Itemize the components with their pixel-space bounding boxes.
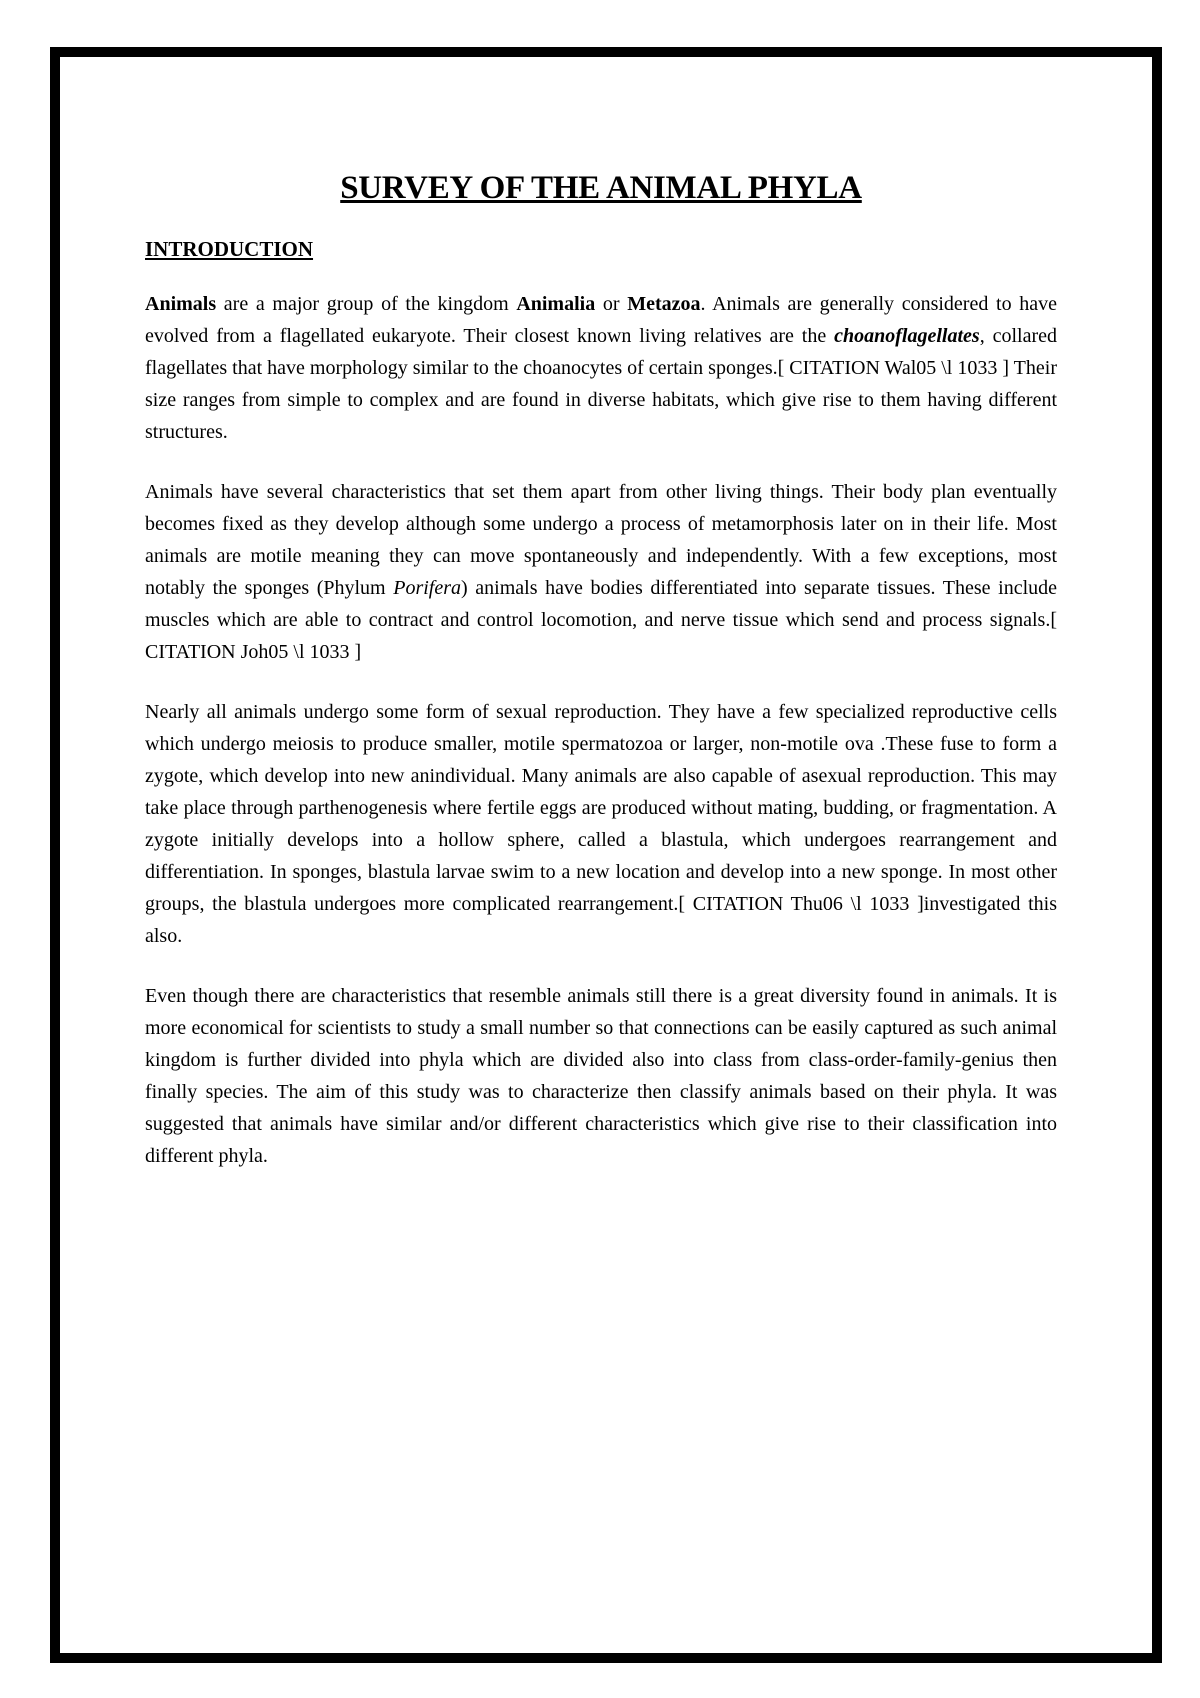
paragraph-4: Even though there are characteristics that resemble animals still there is a great diversity found in animals. It is more economical for scientists to study a small number so that connections can be easily captured as such animal kingdom is further divided into phyla which are divided also into class from class-order-family-genius then finally species. The aim of this study was to characterize then classify animals based on their phyla. It was suggested that animals have similar and/or different characteristics which give rise to their classification into different phyla. (145, 985, 1057, 1167)
term-choanoflagellates: choanoflagellates (834, 325, 980, 347)
paragraph-2-text-b: ) animals have bodies differentiated into separate tissues. These include muscles which are able to contract and control locomotion, and nerve tissue which send and process signals.[ CITATION Joh05 \l 1033 ] (145, 577, 1058, 663)
paragraph-1 (145, 288, 1057, 448)
paragraph-1-text-c: . Animals are generally considered to have evolved from a flagellated eukaryote. Their closest known living relatives are the (145, 293, 1057, 347)
paragraph-3: Nearly all animals undergo some form of sexual reproduction. They have a few specialized reproductive cells which undergo meiosis to produce smaller, motile spermatozoa or larger, non-motile ova .These fuse to form a zygote, which develop into new anindividual. Many animals are also capable of asexual reproduction. This may take place through parthenogenesis where fertile eggs are produced without mating, budding, or fragmentation. A zygote initially develops into a hollow sphere, called a blastula, which undergoes rearrangement and differentiation. In sponges, blastula larvae swim to a new location and develop into a new sponge. In most other groups, the blastula undergoes more complicated rearrangement.[ CITATION Thu06 \l 1033 ]investigated this also. (145, 701, 1057, 947)
paragraph-1-text-b: or (595, 293, 628, 315)
document-title: SURVEY OF THE ANIMAL PHYLA (340, 170, 862, 206)
term-animals: Animals (145, 293, 217, 315)
document-body (145, 170, 1057, 1200)
term-porifera: Porifera (393, 577, 462, 599)
term-metazoa: Metazoa (627, 293, 701, 315)
section-heading-introduction: INTRODUCTION (145, 237, 314, 261)
paragraph-2-text-a: Animals have several characteristics that set them apart from other living things. Their body plan eventually becomes fixed as they develop although some undergo a process of metamorphosis later on in their life. Most animals are motile meaning they can move spontaneously and independently. With a few exceptions, most notably the sponges (Phylum (145, 481, 1057, 599)
paragraph-1-text-a: are a major group of the kingdom (216, 293, 517, 315)
term-animalia: Animalia (516, 293, 596, 315)
paragraph-2 (145, 476, 1057, 668)
paragraph-1-text-d: , collared flagellates that have morphology similar to the choanocytes of certain sponges.[ CITATION Wal05 \l 1033 ] Their size ranges from simple to complex and are found in diverse habitats, which give rise to them having different structures. (145, 325, 1057, 443)
